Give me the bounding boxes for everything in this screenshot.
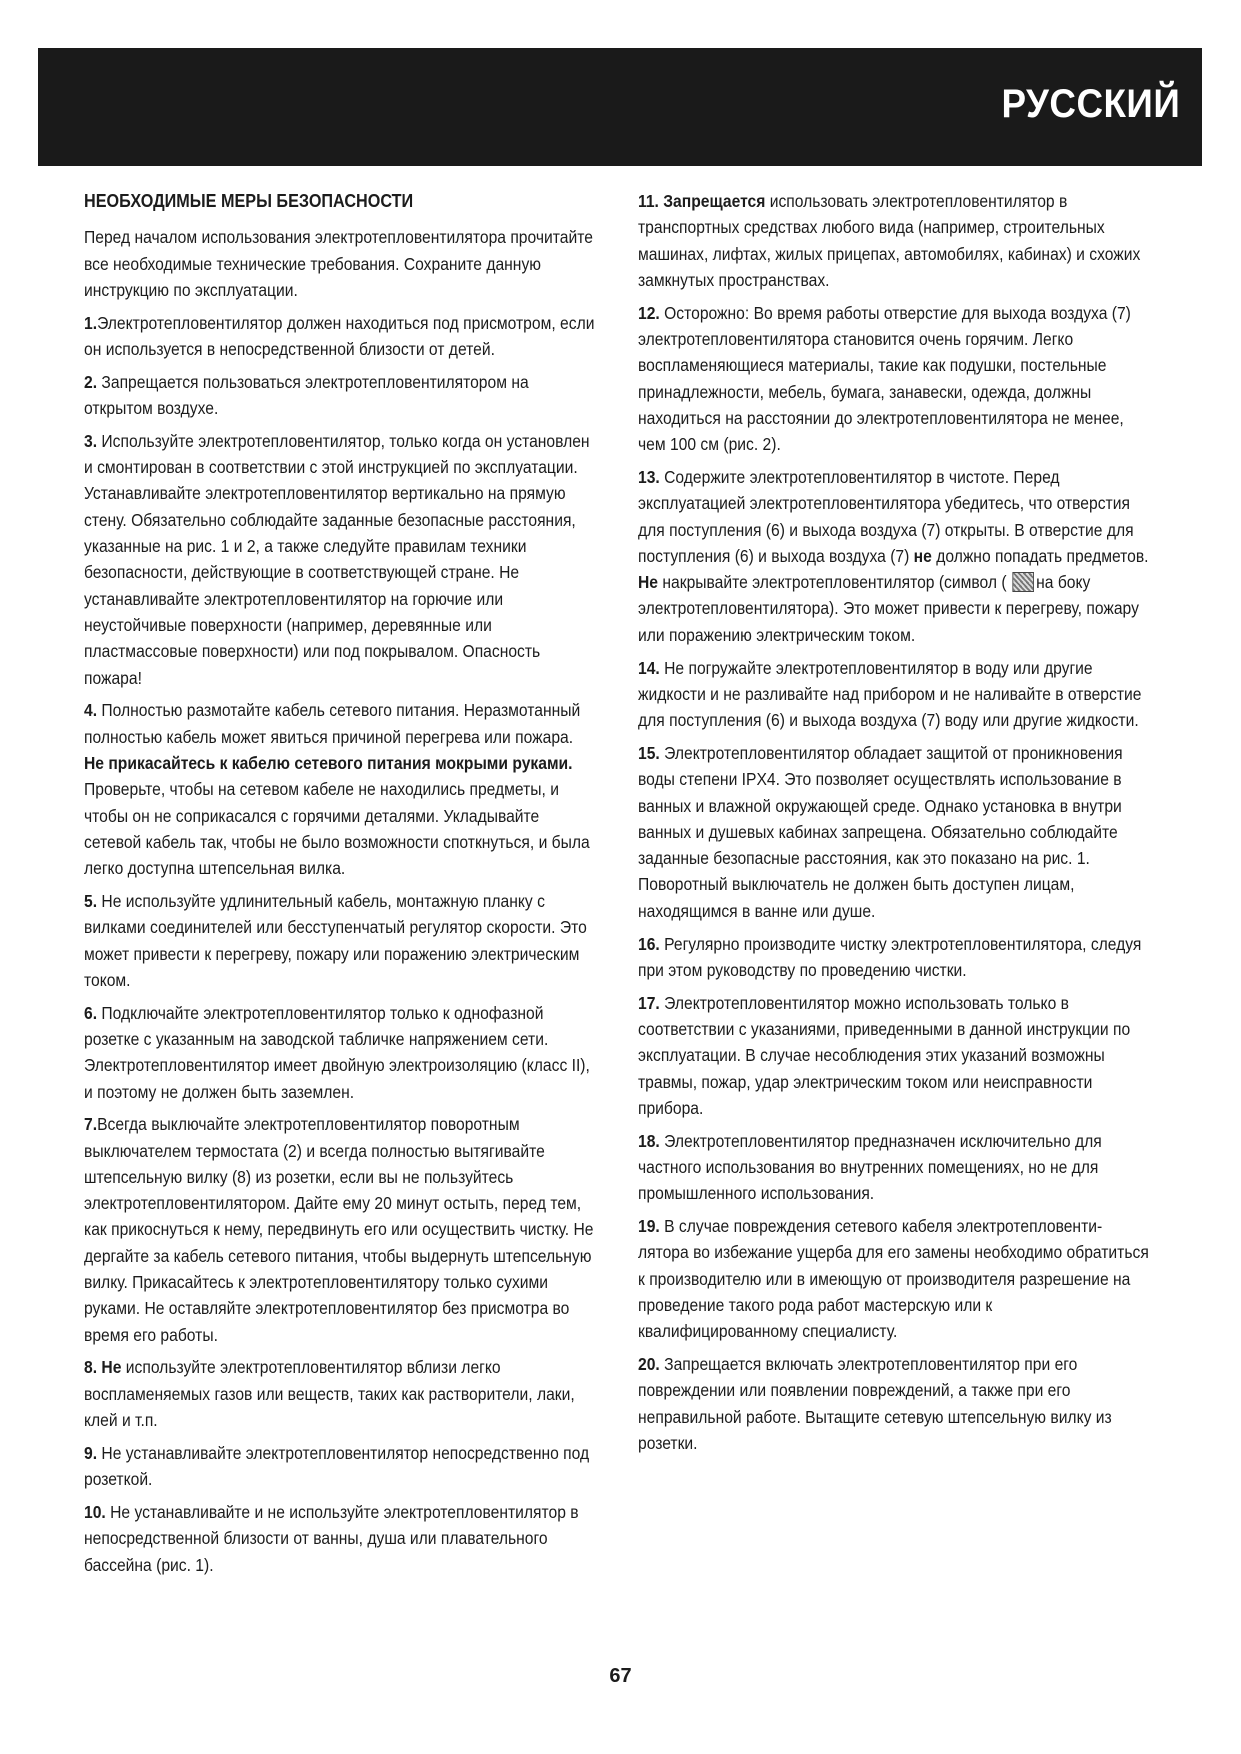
- item-number: 1.: [84, 312, 98, 333]
- item-text: Подключайте электротепловентилятор только к однофазной розетке с указанным на заводской табличке напряжением сети. Электротепловентилятор имеет двойную электроизоляцию (класс II), и поэтому не должен быть заземлен.: [84, 1002, 590, 1102]
- safety-item-11: [638, 188, 1151, 293]
- item-number: 18.: [638, 1130, 660, 1151]
- safety-item-13: [638, 464, 1151, 648]
- item-number: 3.: [84, 430, 98, 451]
- item-number: 11. Запрещается: [638, 191, 766, 211]
- item-text: Проверьте, чтобы на сетевом кабеле не находились предметы, и чтобы он не соприкасался с горячими деталями. Укладывайте сетевой кабель так, чтобы не было возможности споткнуться, и была легко доступна штепсельная вилка.: [84, 779, 590, 879]
- item-text: Запрещается включать электротепловентилятор при его повреждении или появлении повреждений, а также при его неправильной работе. Вытащите сетевую штепсельную вилку из розетки.: [638, 1353, 1112, 1453]
- item-number: 17.: [638, 992, 660, 1013]
- item-text: Не устанавливайте электротепловентилятор непосредственно под розеткой.: [84, 1442, 590, 1490]
- item-text: В случае повреждения сетевого кабеля электротепловенти-лятора во избежание ущерба для его замены необходимо обратиться к производителю или в имеющую от производителя разрешение на проведение такого рода работ мастерскую или к квалифицированному специалисту.: [638, 1215, 1149, 1342]
- item-number: 16.: [638, 933, 660, 954]
- safety-item-8: [84, 1354, 597, 1433]
- item-number: 2.: [84, 371, 98, 392]
- item-text: Всегда выключайте электротепловентилятор поворотным выключателем термостата (2) и всегда полностью вытягивайте штепсельную вилку (8) из розетки, если вы не пользуйтесь электротепловентилятором. Дайте ему 20 минут остыть, перед тем, как прикоснуться к нему, передвинуть его или осуществить чистку. Не дергайте за кабель сетевого питания, чтобы выдернуть штепсельную вилку. Прикасайтесь к электротепловентилятору только сухими руками. Не оставляйте электротепловентилятор без присмотра во время его работы.: [84, 1114, 594, 1345]
- item-text: Полностью размотайте кабель сетевого питания. Неразмотанный полностью кабель может явиться причиной перегрева или пожара.: [84, 700, 581, 747]
- safety-item-17: [638, 990, 1151, 1121]
- item-number: 10.: [84, 1501, 106, 1522]
- item-number: 15.: [638, 742, 660, 763]
- item-text: должно попадать предметов.: [936, 545, 1149, 566]
- language-title: РУССКИЙ: [1001, 82, 1180, 126]
- item-text: Электротепловентилятор обладает защитой от проникновения воды степени IPX4. Это позволяет осуществлять использование в ванных и влажной окружающей среде. Однако установка в внутри ванных и душевых кабинах запрещена. Обязательно соблюдайте заданные безопасные расстояния, как это показано на рис. 1. Поворотный выключатель не должен быть доступен лицам, находящимся в ванне или душе.: [638, 742, 1123, 921]
- item-number: 19.: [638, 1215, 660, 1236]
- safety-item-14: [638, 655, 1151, 734]
- item-number: 12.: [638, 302, 660, 323]
- page-number: 67: [609, 1665, 632, 1687]
- item-number: 7.: [84, 1114, 98, 1135]
- item-number: 13.: [638, 466, 660, 487]
- safety-item-16: [638, 931, 1151, 984]
- item-text: Регулярно производите чистку электротепловентилятора, следуя при этом руководству по проведению чистки.: [638, 933, 1142, 980]
- item-number: 5.: [84, 890, 98, 911]
- item-text: Электротепловентилятор можно использовать только в соответствии с указаниями, приведенными в данной инструкции по эксплуатации. В случае несоблюдения этих указаний возможны травмы, пожар, удар электрическим током или неисправности прибора.: [638, 992, 1131, 1118]
- safety-item-1: [84, 310, 597, 363]
- section-title: НЕОБХОДИМЫЕ МЕРЫ БЕЗОПАСНОСТИ: [84, 191, 414, 211]
- safety-item-15: [638, 740, 1151, 924]
- safety-item-5: [84, 888, 597, 993]
- safety-item-7: [84, 1111, 597, 1348]
- left-column: [84, 188, 597, 1584]
- language-header-bar: [38, 48, 1202, 166]
- item-text: Электротепловентилятор предназначен исключительно для частного использования во внутренних помещениях, но не для промышленного использования.: [638, 1130, 1102, 1204]
- do-not-cover-icon: [1013, 572, 1035, 592]
- item-number: 6.: [84, 1002, 98, 1023]
- item-warning-bold: не: [913, 545, 932, 566]
- item-text: использовать электротепловентилятор в транспортных средствах любого вида (например, строительных машинах, лифтах, жилых прицепах, автомобилях, кабинах) и схожих замкнутых пространствах.: [638, 191, 1141, 290]
- safety-item-18: [638, 1128, 1151, 1207]
- intro-paragraph: Перед началом использования электротепловентилятора прочитайте все необходимые технические требования. Сохраните данную инструкцию по эксплуатации.: [84, 227, 593, 300]
- safety-item-20: [638, 1351, 1151, 1456]
- item-warning-bold: Не прикасайтесь к кабелю сетевого питания мокрыми руками.: [84, 752, 573, 773]
- item-number: 20.: [638, 1353, 660, 1374]
- safety-item-19: [638, 1213, 1151, 1344]
- item-text: Запрещается пользоваться электротепловентилятором на открытом воздухе.: [84, 371, 529, 419]
- item-number: 9.: [84, 1442, 98, 1463]
- item-text: Используйте электротепловентилятор, только когда он установлен и смонтирован в соответствии с этой инструкцией по эксплуатации. Устанавливайте электротепловентилятор вертикально на прямую стену. Обязательно соблюдайте заданные безопасные расстояния, указанные на рис. 1 и 2, а также следуйте правилам техники безопасности, действующие в соответствующей стране. Не устанавливайте электротепловентилятор на горючие или неустойчивые поверхности (например, деревянные или пластмассовые поверхности) или под покрывалом. Опасность пожара!: [84, 430, 590, 688]
- item-text: используйте электротепловентилятор вблизи легко воспламеняемых газов или веществ, таких как растворители, лаки, клей и т.п.: [84, 1357, 575, 1431]
- safety-item-4: [84, 697, 597, 881]
- item-number: 14.: [638, 657, 660, 678]
- safety-item-6: [84, 1000, 597, 1105]
- safety-item-12: [638, 300, 1151, 458]
- right-column: [638, 188, 1151, 1463]
- item-text: Не устанавливайте и не используйте электротепловентилятор в непосредственной близости от ванны, душа или плавательного бассейна (рис. 1).: [84, 1501, 579, 1575]
- item-text: Осторожно: Во время работы отверстие для выхода воздуха (7) электротепловентилятора становится очень горячим. Легко воспламеняющиеся материалы, такие как подушки, постельные принадлежности, мебель, бумага, занавески, одежда, должны находиться на расстоянии до электротепловентилятора не менее, чем 100 см (рис. 2).: [638, 302, 1131, 455]
- safety-item-2: [84, 369, 597, 422]
- item-number: 8. Не: [84, 1357, 122, 1378]
- item-text: Не погружайте электротепловентилятор в воду или другие жидкости и не разливайте над прибором и не наливайте в отверстие для поступления (6) и выхода воздуха (7) воду или другие жидкости.: [638, 657, 1142, 731]
- safety-item-10: [84, 1499, 597, 1578]
- item-text: на боку электротепловентилятора). Это может привести к перегреву, пожару или поражению электрическим током.: [638, 572, 1139, 645]
- item-text: Содержите электротепловентилятор в чистоте. Перед эксплуатацией электротепловентилятора убедитесь, что отверстия для поступления (6) и выхода воздуха (7) открыты. В отверстие для поступления (6) и выхода воздуха (7): [638, 466, 1134, 566]
- item-text: Не используйте удлинительный кабель, монтажную планку с вилками соединителей или бесступенчатый регулятор скорости. Это может привести к перегреву, пожару или поражению электрическим током.: [84, 890, 587, 990]
- item-text: Электротепловентилятор должен находиться под присмотром, если он используется в непосредственной близости от детей.: [84, 312, 595, 359]
- item-text: накрывайте электротепловентилятор (символ (: [662, 572, 1007, 593]
- safety-item-3: [84, 428, 597, 691]
- item-number: 4.: [84, 700, 98, 721]
- safety-item-9: [84, 1440, 597, 1493]
- item-warning-bold: Не: [638, 572, 659, 593]
